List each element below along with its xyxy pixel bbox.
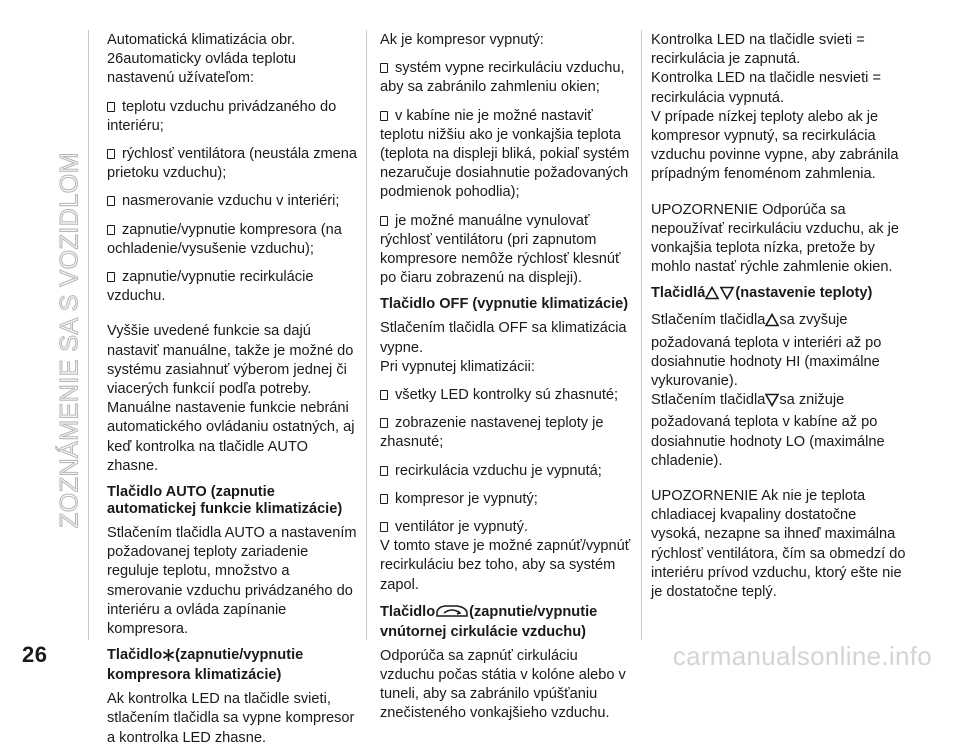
paragraph: V tomto stave je možné zapnúť/vypnúť recirkuláciu bez toho, aby sa systém zapol. [380, 538, 631, 593]
checkbox-icon [380, 494, 388, 504]
checkbox-icon [107, 102, 115, 112]
list-item: všetky LED kontrolky sú zhasnuté; [380, 386, 632, 405]
list-item: systém vypne recirkuláciu vzduchu, aby sa zabránilo zahmleniu okien; [380, 60, 625, 96]
checkbox-icon [380, 466, 388, 476]
snowflake-icon [162, 648, 175, 667]
heading-ac: Tlačidlo (zapnutie/vypnutie kompresora klimatizácie) [107, 647, 304, 684]
heading-temperature: Tlačidlá (nastavenie teploty) [651, 285, 906, 305]
list-item: v kabíne nie je možné nastaviť teplotu nižšiu ako je vonkajšia teplota (teplota na displeji bliká, pokiaľ systém nezaručuje dosiahnutie požadovaných podmienok pohodlia); [380, 107, 630, 201]
heading-recirculation: Tlačidlo (zapnutie/vypnutie vnútornej cirkulácie vzduchu) [380, 603, 598, 640]
list-item: kompresor je vypnutý; [380, 490, 632, 509]
checkbox-icon [380, 390, 388, 400]
checkbox-icon [380, 63, 388, 73]
checkbox-icon [107, 149, 115, 159]
warning-text: UPOZORNENIE Ak nie je teplota chladiacej kvapaliny dostatočne vysoká, nezapne sa ihneď maximálna rýchlosť ventilátora, čím sa obmedzí do interiéru prívod vzduchu, ktorý ešte nie je dostatočne teplý. [651, 488, 906, 601]
heading-auto: Tlačidlo AUTO (zapnutie automatickej funkcie klimatizácie) [107, 484, 343, 518]
checkbox-icon [380, 418, 388, 428]
paragraph: Stlačením tlačidla sa zvyšuje požadovaná teplota v interiéri až po dosiahnutie hodnoty HI (maximálne vykurovanie). [651, 312, 882, 390]
column-3 [651, 31, 906, 602]
page-number: 26 [22, 642, 48, 667]
triangle-down-icon [719, 286, 735, 305]
paragraph: Kontrolka LED na tlačidle svieti = recirkulácia je zapnutá. [651, 32, 865, 68]
recirculation-car-icon [435, 603, 469, 624]
heading-off: Tlačidlo OFF (vypnutie klimatizácie) [380, 296, 629, 313]
paragraph: Stlačením tlačidla sa znižuje požadovaná teplota v kabíne až po dosiahnutie hodnoty LO (maximálne chladenie). [651, 392, 885, 469]
list-item: rýchlosť ventilátora (neustála zmena prietoku vzduchu); [107, 146, 358, 182]
checkbox-icon [107, 272, 115, 282]
triangle-down-icon [765, 393, 779, 413]
column-1 [107, 31, 359, 748]
list-item: recirkulácia vzduchu je vypnutá; [380, 462, 632, 481]
list-item: je možné manuálne vynulovať rýchlosť ventilátoru (pri zapnutom kompresore nemôže rýchlosť klesnúť po čiaru zobrazenú na displeji). [380, 212, 621, 287]
paragraph: Stlačením tlačidla OFF sa klimatizácia vypne. [380, 320, 627, 356]
list-item: ventilátor je vypnutý. [380, 518, 632, 537]
checkbox-icon [380, 522, 388, 532]
paragraph: Manuálne nastavenie funkcie nebráni automatického ovládaniu ostatných, aj keď kontrolka na tlačidle AUTO zhasne. [107, 400, 355, 474]
paragraph: Odporúča sa zapnúť cirkuláciu vzduchu počas státia v kolóne alebo v tuneli, aby sa zabránilo vpúšťaniu znečisteného vonkajšieho vzduchu. [380, 647, 626, 722]
triangle-up-icon [705, 286, 719, 305]
intro-text: Pri vypnutej klimatizácii: [380, 358, 535, 375]
paragraph: Vyššie uvedené funkcie sa dajú nastaviť manuálne, takže je možné do systému zasiahnuť výberom jednej či viacerých funkcií podľa potreby. [107, 323, 354, 398]
paragraph: Ak kontrolka LED na tlačidle svieti, stlačením tlačidla sa vypne kompresor a kontrolka LED zhasne. [107, 691, 355, 746]
paragraph: Stlačením tlačidla AUTO a nastavením požadovanej teploty zariadenie reguluje teplotu, množstvo a smerovanie vzduchu privádzaného do interiéru a ovláda zapínanie kompresora. [107, 525, 357, 638]
paragraph: Kontrolka LED na tlačidle nesvieti = recirkulácia vypnutá. [651, 70, 881, 106]
list-item: zapnutie/vypnutie recirkulácie vzduchu. [107, 269, 314, 305]
column-divider-2 [641, 30, 642, 640]
checkbox-icon [107, 225, 115, 235]
list-item: zapnutie/vypnutie kompresora (na ochladenie/vysušenie vzduchu); [107, 221, 342, 257]
triangle-up-icon [765, 313, 779, 333]
paragraph: V prípade nízkej teploty alebo ak je kompresor vypnutý, sa recirkulácia vzduchu povinne vypne, aby zabránila prípadným fenoménom zahmlenia. [651, 108, 899, 183]
watermark: carmanualsonline.info [672, 641, 932, 671]
warning-text: UPOZORNENIE Odporúča sa nepoužívať recirkuláciu vzduchu, ak je vonkajšia teplota nízka, pretože by mohlo nastať rýchle zahmlenie okien. [651, 201, 900, 276]
list-item: nasmerovanie vzduchu v interiéri; [107, 192, 359, 211]
intro-text: Ak je kompresor vypnutý: [380, 32, 544, 48]
side-divider [88, 30, 89, 640]
checkbox-icon [380, 216, 388, 226]
list-item: zobrazenie nastavenej teploty je zhasnuté; [380, 415, 604, 451]
section-title: ZOZNÁMENIE SA S VOZIDLOM [55, 152, 84, 528]
column-divider-1 [366, 30, 367, 640]
checkbox-icon [380, 111, 388, 121]
intro-text: Automatická klimatizácia obr. 26automaticky ovláda teplotu nastavenú užívateľom: [107, 32, 297, 87]
list-item: teplotu vzduchu privádzaného do interiéru; [107, 98, 337, 134]
column-2 [380, 31, 632, 724]
checkbox-icon [107, 196, 115, 206]
